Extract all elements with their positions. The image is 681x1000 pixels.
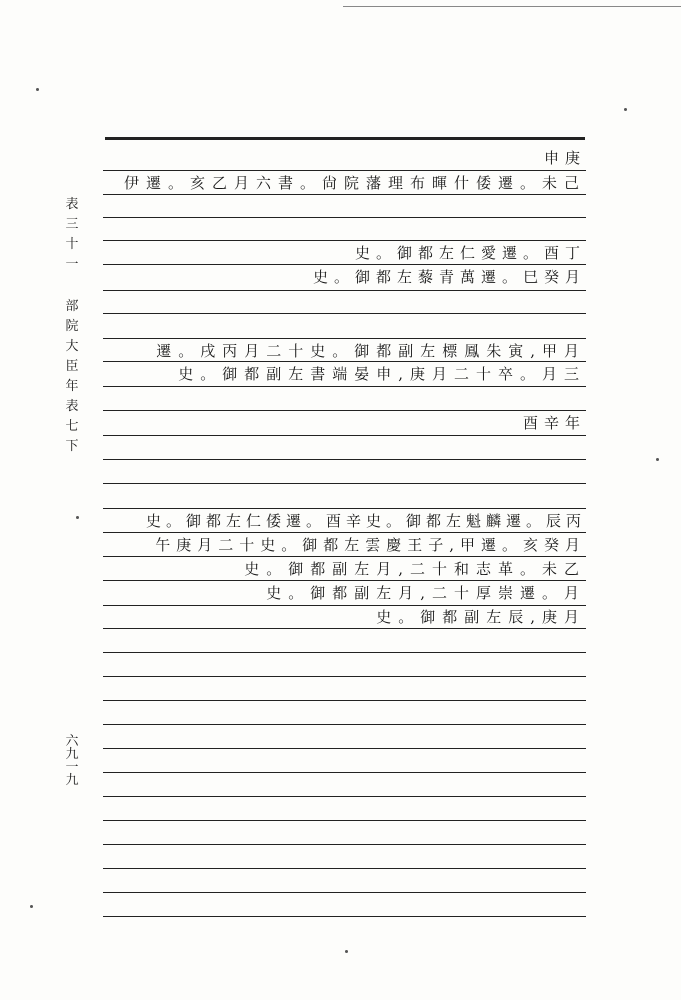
side-title-char: 三 xyxy=(65,217,79,232)
entry-row xyxy=(376,605,586,629)
entry-row xyxy=(544,146,586,170)
page-number-char: 九 xyxy=(65,773,79,788)
page-number-char: 九 xyxy=(65,747,79,762)
entry-text: 史。御都左仁倭遷。酉辛史。御都左魁麟遷。辰丙 xyxy=(145,512,586,530)
entry-row xyxy=(313,265,586,289)
entry-text: 史。御都左仁愛遷。酉丁 xyxy=(354,244,586,262)
row-rule xyxy=(103,435,586,436)
row-rule xyxy=(103,844,586,845)
side-title-char: 臣 xyxy=(65,359,79,374)
entry-text: 史。御都副左月,二十厚崇遷。月 xyxy=(266,584,586,602)
side-title-gap xyxy=(62,275,82,297)
entry-row xyxy=(156,339,586,363)
row-rule xyxy=(103,820,586,821)
entry-row xyxy=(523,411,586,435)
entry-row xyxy=(155,533,586,557)
row-rule xyxy=(103,483,586,484)
page-number-char: 一 xyxy=(65,760,79,775)
entry-text: 史。御都左藜青萬遷。巳癸月 xyxy=(312,268,586,286)
row-rule xyxy=(103,724,586,725)
entry-row xyxy=(244,557,586,581)
speck xyxy=(656,458,659,461)
row-rule xyxy=(103,290,586,291)
row-rule xyxy=(103,868,586,869)
speck xyxy=(30,905,33,908)
row-rule xyxy=(103,916,586,917)
row-rule xyxy=(103,700,586,701)
side-title-char: 十 xyxy=(65,237,79,252)
table-top-rule xyxy=(105,137,585,140)
entry-text: 史。御都副左月,二十和志革。未乙 xyxy=(244,560,586,578)
entry-text: 酉辛年 xyxy=(522,414,586,432)
speck xyxy=(345,950,348,953)
entry-row xyxy=(266,581,586,605)
side-title-char: 表 xyxy=(65,197,79,212)
side-title-char: 大 xyxy=(65,339,79,354)
row-rule xyxy=(103,410,586,411)
speck xyxy=(76,516,79,519)
row-rule xyxy=(103,217,586,218)
top-edge-line xyxy=(343,6,681,7)
row-rule xyxy=(103,892,586,893)
entry-text: 午庚月二十史。御都左雲慶王子,甲遷。亥癸月 xyxy=(155,536,586,554)
speck xyxy=(36,88,39,91)
row-rule xyxy=(103,652,586,653)
entry-row xyxy=(178,362,586,386)
row-rule xyxy=(103,772,586,773)
entry-text: 伊遷。亥乙月六書。尙院藩理布暉什倭遷。未己 xyxy=(123,174,586,192)
side-title-char: 一 xyxy=(65,257,79,272)
page-number xyxy=(64,735,80,787)
row-rule xyxy=(103,313,586,314)
entry-text: 史。御都副左書端晏申,庚月二十卒。月三 xyxy=(178,365,586,383)
side-title-char: 院 xyxy=(65,319,79,334)
entry-text: 申庚 xyxy=(543,149,586,167)
side-title-char: 表 xyxy=(65,399,79,414)
entry-row xyxy=(124,171,586,195)
entry-row xyxy=(146,509,586,533)
side-title-char: 下 xyxy=(65,439,79,454)
row-rule xyxy=(103,796,586,797)
side-title-char: 七 xyxy=(65,419,79,434)
row-rule xyxy=(103,459,586,460)
entry-text: 史。御都副左辰,庚月 xyxy=(376,608,586,626)
row-rule xyxy=(103,386,586,387)
speck xyxy=(624,108,627,111)
side-title-char: 部 xyxy=(65,299,79,314)
entry-text: 遷。戌丙月二十史。御都副左標鳳朱寅,甲月 xyxy=(156,342,586,360)
side-title xyxy=(62,195,82,457)
entry-row xyxy=(355,241,586,265)
page-number-char: 六 xyxy=(65,734,79,749)
side-title-char: 年 xyxy=(65,379,79,394)
row-rule xyxy=(103,676,586,677)
row-rule xyxy=(103,748,586,749)
